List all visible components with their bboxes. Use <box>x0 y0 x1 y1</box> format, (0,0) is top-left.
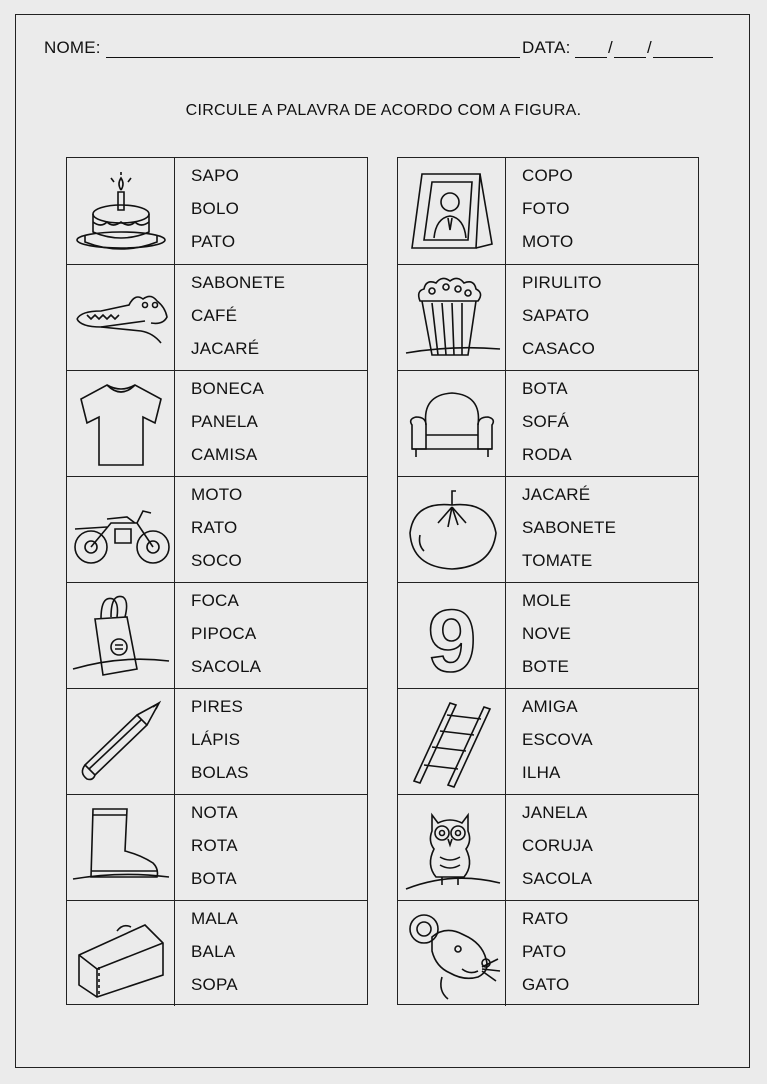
alligator-icon <box>67 265 175 370</box>
word-option[interactable]: MOLE <box>522 591 571 610</box>
item-row <box>67 476 367 582</box>
birthday-cake-icon <box>67 158 175 264</box>
date-year-field[interactable] <box>653 57 713 58</box>
item-row <box>67 158 367 264</box>
item-row <box>67 582 367 688</box>
word-option[interactable]: CAMISA <box>191 445 258 464</box>
mouse-icon <box>398 901 506 1006</box>
word-option[interactable]: SOFÁ <box>522 412 570 431</box>
word-option[interactable]: FOTO <box>522 199 570 218</box>
word-option[interactable]: SACOLA <box>522 869 593 888</box>
item-row <box>398 900 698 1006</box>
word-option[interactable]: SAPO <box>191 166 240 185</box>
word-option[interactable]: JACARÉ <box>191 339 260 358</box>
date-separator-1: / <box>608 38 613 57</box>
name-field[interactable] <box>106 57 520 58</box>
owl-icon <box>398 795 506 900</box>
word-option[interactable]: JACARÉ <box>522 485 591 504</box>
number-nine-icon <box>398 583 506 688</box>
word-option[interactable]: BOTA <box>191 869 237 888</box>
word-option[interactable]: COPO <box>522 166 573 185</box>
item-row <box>67 794 367 900</box>
word-option[interactable]: MOTO <box>191 485 243 504</box>
word-option[interactable]: SOCO <box>191 551 242 570</box>
word-option[interactable]: JANELA <box>522 803 588 822</box>
word-option[interactable]: BOTE <box>522 657 570 676</box>
word-option[interactable]: MALA <box>191 909 239 928</box>
header <box>44 38 714 62</box>
item-row <box>398 582 698 688</box>
word-option[interactable]: BOTA <box>522 379 568 398</box>
word-option[interactable]: FOCA <box>191 591 240 610</box>
word-option[interactable]: PANELA <box>191 412 259 431</box>
boot-icon <box>67 795 175 900</box>
shopping-bag-icon <box>67 583 175 688</box>
word-option[interactable]: ESCOVA <box>522 730 593 749</box>
word-option[interactable]: SACOLA <box>191 657 262 676</box>
word-option[interactable]: RODA <box>522 445 572 464</box>
word-option[interactable]: PIRES <box>191 697 244 716</box>
word-option[interactable]: PATO <box>191 232 236 251</box>
word-option[interactable]: PATO <box>522 942 567 961</box>
item-row <box>67 264 367 370</box>
word-option[interactable]: AMIGA <box>522 697 578 716</box>
word-option[interactable]: ILHA <box>522 763 561 782</box>
number-nine-glyph: 9 <box>427 591 477 683</box>
word-option[interactable]: BALA <box>191 942 236 961</box>
word-option[interactable]: RATO <box>522 909 569 928</box>
item-row <box>67 688 367 794</box>
word-option[interactable]: MOTO <box>522 232 574 251</box>
item-row <box>398 688 698 794</box>
word-option[interactable]: NOTA <box>191 803 238 822</box>
popcorn-icon <box>398 265 506 370</box>
right-column <box>397 157 699 1005</box>
word-option[interactable]: PIPOCA <box>191 624 257 643</box>
word-option[interactable]: SAPATO <box>522 306 590 325</box>
word-option[interactable]: SOPA <box>191 975 238 994</box>
t-shirt-icon <box>67 371 175 476</box>
item-row <box>67 900 367 1006</box>
word-option[interactable]: RATO <box>191 518 238 537</box>
item-row <box>398 264 698 370</box>
word-option[interactable]: BOLAS <box>191 763 249 782</box>
motorcycle-icon <box>67 477 175 582</box>
left-column <box>66 157 368 1005</box>
item-row <box>398 158 698 264</box>
word-option[interactable]: CASACO <box>522 339 595 358</box>
item-row <box>398 794 698 900</box>
pencil-icon <box>67 689 175 794</box>
date-month-field[interactable] <box>614 57 646 58</box>
item-row <box>398 476 698 582</box>
word-option[interactable]: BONECA <box>191 379 264 398</box>
photo-frame-icon <box>398 158 506 264</box>
word-option[interactable]: PIRULITO <box>522 273 602 292</box>
word-option[interactable]: CORUJA <box>522 836 594 855</box>
item-row <box>398 370 698 476</box>
date-day-field[interactable] <box>575 57 607 58</box>
suitcase-icon <box>67 901 175 1006</box>
word-option[interactable]: SABONETE <box>522 518 617 537</box>
word-option[interactable]: GATO <box>522 975 570 994</box>
instruction-text: CIRCULE A PALAVRA DE ACORDO COM A FIGURA. <box>185 102 582 119</box>
word-option[interactable]: CAFÉ <box>191 306 238 325</box>
word-option[interactable]: SABONETE <box>191 273 286 292</box>
word-option[interactable]: LÁPIS <box>191 730 241 749</box>
word-option[interactable]: ROTA <box>191 836 238 855</box>
ladder-icon <box>398 689 506 794</box>
sofa-icon <box>398 371 506 476</box>
date-label: DATA: <box>522 38 571 57</box>
date-separator-2: / <box>647 38 652 57</box>
word-option[interactable]: NOVE <box>522 624 571 643</box>
item-row <box>67 370 367 476</box>
name-label: NOME: <box>44 38 101 57</box>
tomato-icon <box>398 477 506 582</box>
word-option[interactable]: TOMATE <box>522 551 593 570</box>
word-option[interactable]: BOLO <box>191 199 240 218</box>
